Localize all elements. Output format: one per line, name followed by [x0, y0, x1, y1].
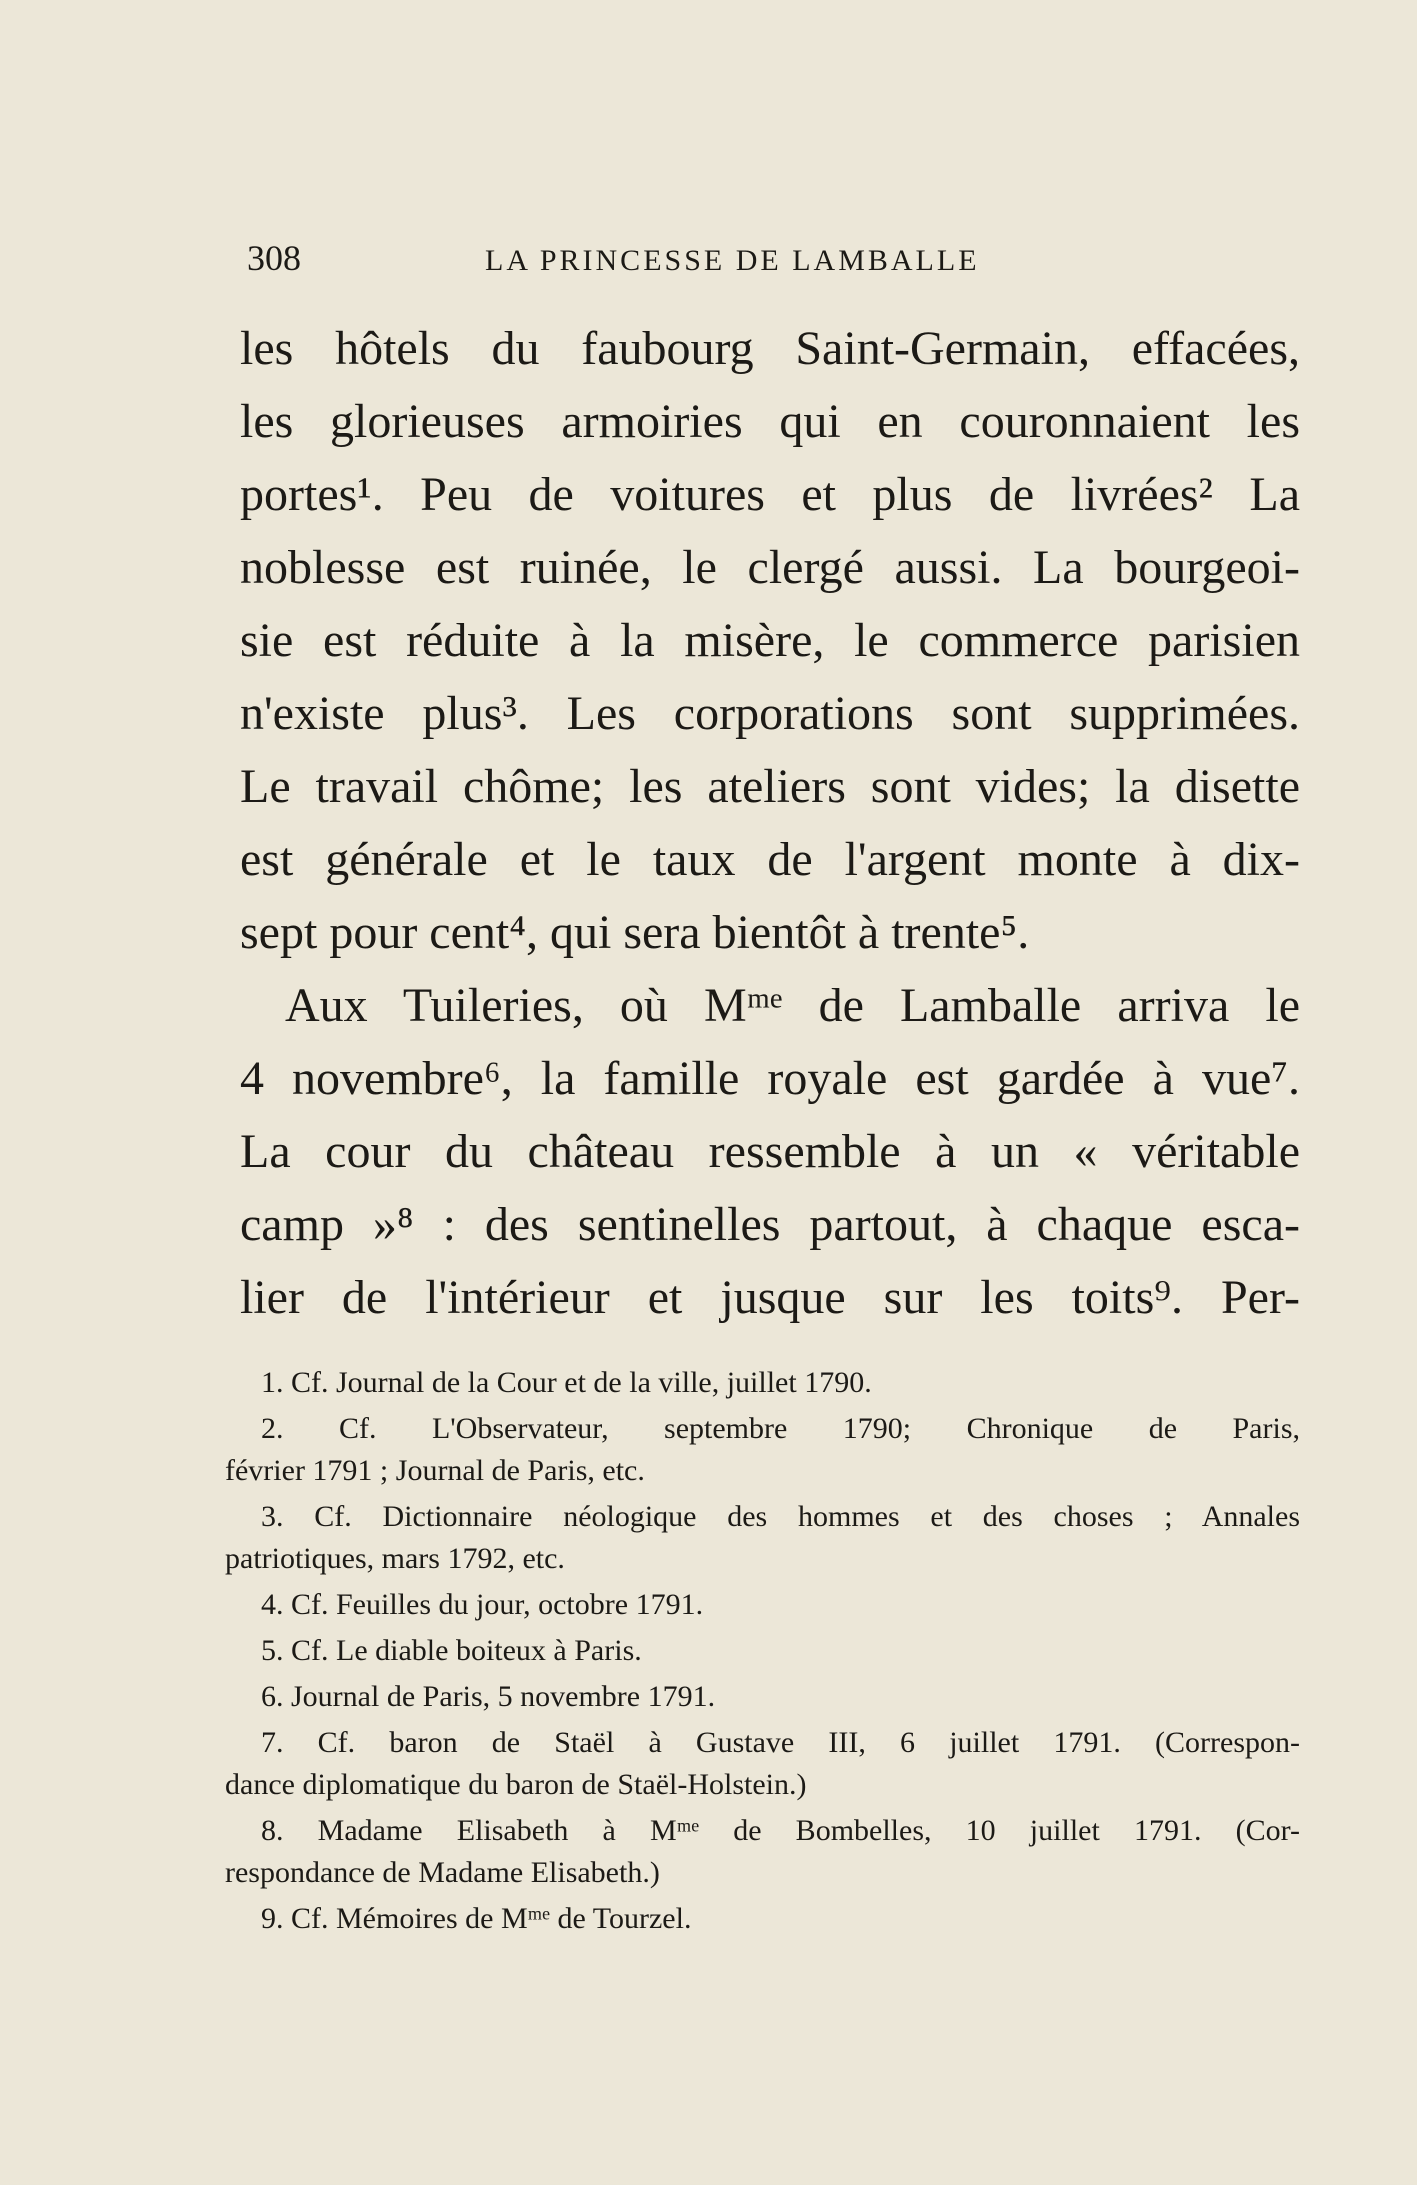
footnote — [225, 1676, 1300, 1718]
footnote — [225, 1722, 1300, 1806]
running-title: LA PRINCESSE DE LAMBALLE — [485, 244, 980, 277]
footnote-line: 4. Cf. Feuilles du jour, octobre 1791. — [261, 1588, 704, 1621]
footnote-line: respondance de Madame Elisabeth.) — [225, 1856, 660, 1889]
body-line: camp »⁸ : des sentinelles partout, à chaque esca- — [240, 1198, 1300, 1251]
footnote — [225, 1362, 1300, 1404]
footnote-line: 3. Cf. Dictionnaire néologique des hommes et des choses ; Annales — [261, 1500, 1300, 1533]
body-line: lier de l'intérieur et jusque sur les toits⁹. Per- — [240, 1271, 1300, 1324]
footnote-line: 6. Journal de Paris, 5 novembre 1791. — [261, 1680, 716, 1713]
body-line: les glorieuses armoiries qui en couronnaient les — [240, 395, 1300, 448]
body-line: sept pour cent⁴, qui sera bientôt à trente⁵. — [240, 906, 1030, 959]
footnote — [225, 1584, 1300, 1626]
footnote — [225, 1810, 1300, 1894]
body-line: Aux Tuileries, où Mᵐᵉ de Lamballe arriva le — [285, 979, 1300, 1032]
footnote-line: 5. Cf. Le diable boiteux à Paris. — [261, 1634, 642, 1667]
body-line: noblesse est ruinée, le clergé aussi. La bourgeoi- — [240, 541, 1300, 594]
footnote-line: février 1791 ; Journal de Paris, etc. — [225, 1454, 645, 1487]
footnote-line: dance diplomatique du baron de Staël-Holstein.) — [225, 1768, 807, 1801]
body-text — [240, 312, 1300, 1334]
body-line: les hôtels du faubourg Saint-Germain, effacées, — [240, 322, 1300, 375]
footnote-line: 7. Cf. baron de Staël à Gustave III, 6 juillet 1791. (Correspon- — [261, 1726, 1300, 1759]
body-line: 4 novembre⁶, la famille royale est gardée à vue⁷. — [240, 1052, 1300, 1105]
body-line: sie est réduite à la misère, le commerce parisien — [240, 614, 1300, 667]
body-line: Le travail chôme; les ateliers sont vides; la disette — [240, 760, 1300, 813]
footnote-line: 1. Cf. Journal de la Cour et de la ville, juillet 1790. — [261, 1366, 872, 1399]
body-line: n'existe plus³. Les corporations sont supprimées. — [240, 687, 1300, 740]
footnote — [225, 1496, 1300, 1580]
running-head — [247, 238, 1297, 281]
body-line: La cour du château ressemble à un « véritable — [240, 1125, 1300, 1178]
body-line: portes¹. Peu de voitures et plus de livrées² La — [240, 468, 1300, 521]
footnote-line: 9. Cf. Mémoires de Mᵐᵉ de Tourzel. — [261, 1902, 692, 1935]
footnote-line: 8. Madame Elisabeth à Mᵐᵉ de Bombelles, 10 juillet 1791. (Cor- — [261, 1814, 1300, 1847]
footnote — [225, 1630, 1300, 1672]
footnote — [225, 1898, 1300, 1940]
page-number: 308 — [247, 238, 301, 278]
footnote — [225, 1408, 1300, 1492]
footnote-line: 2. Cf. L'Observateur, septembre 1790; Chronique de Paris, — [261, 1412, 1300, 1445]
footnotes — [225, 1362, 1300, 1944]
body-line: est générale et le taux de l'argent monte à dix- — [240, 833, 1300, 886]
footnote-line: patriotiques, mars 1792, etc. — [225, 1542, 565, 1575]
